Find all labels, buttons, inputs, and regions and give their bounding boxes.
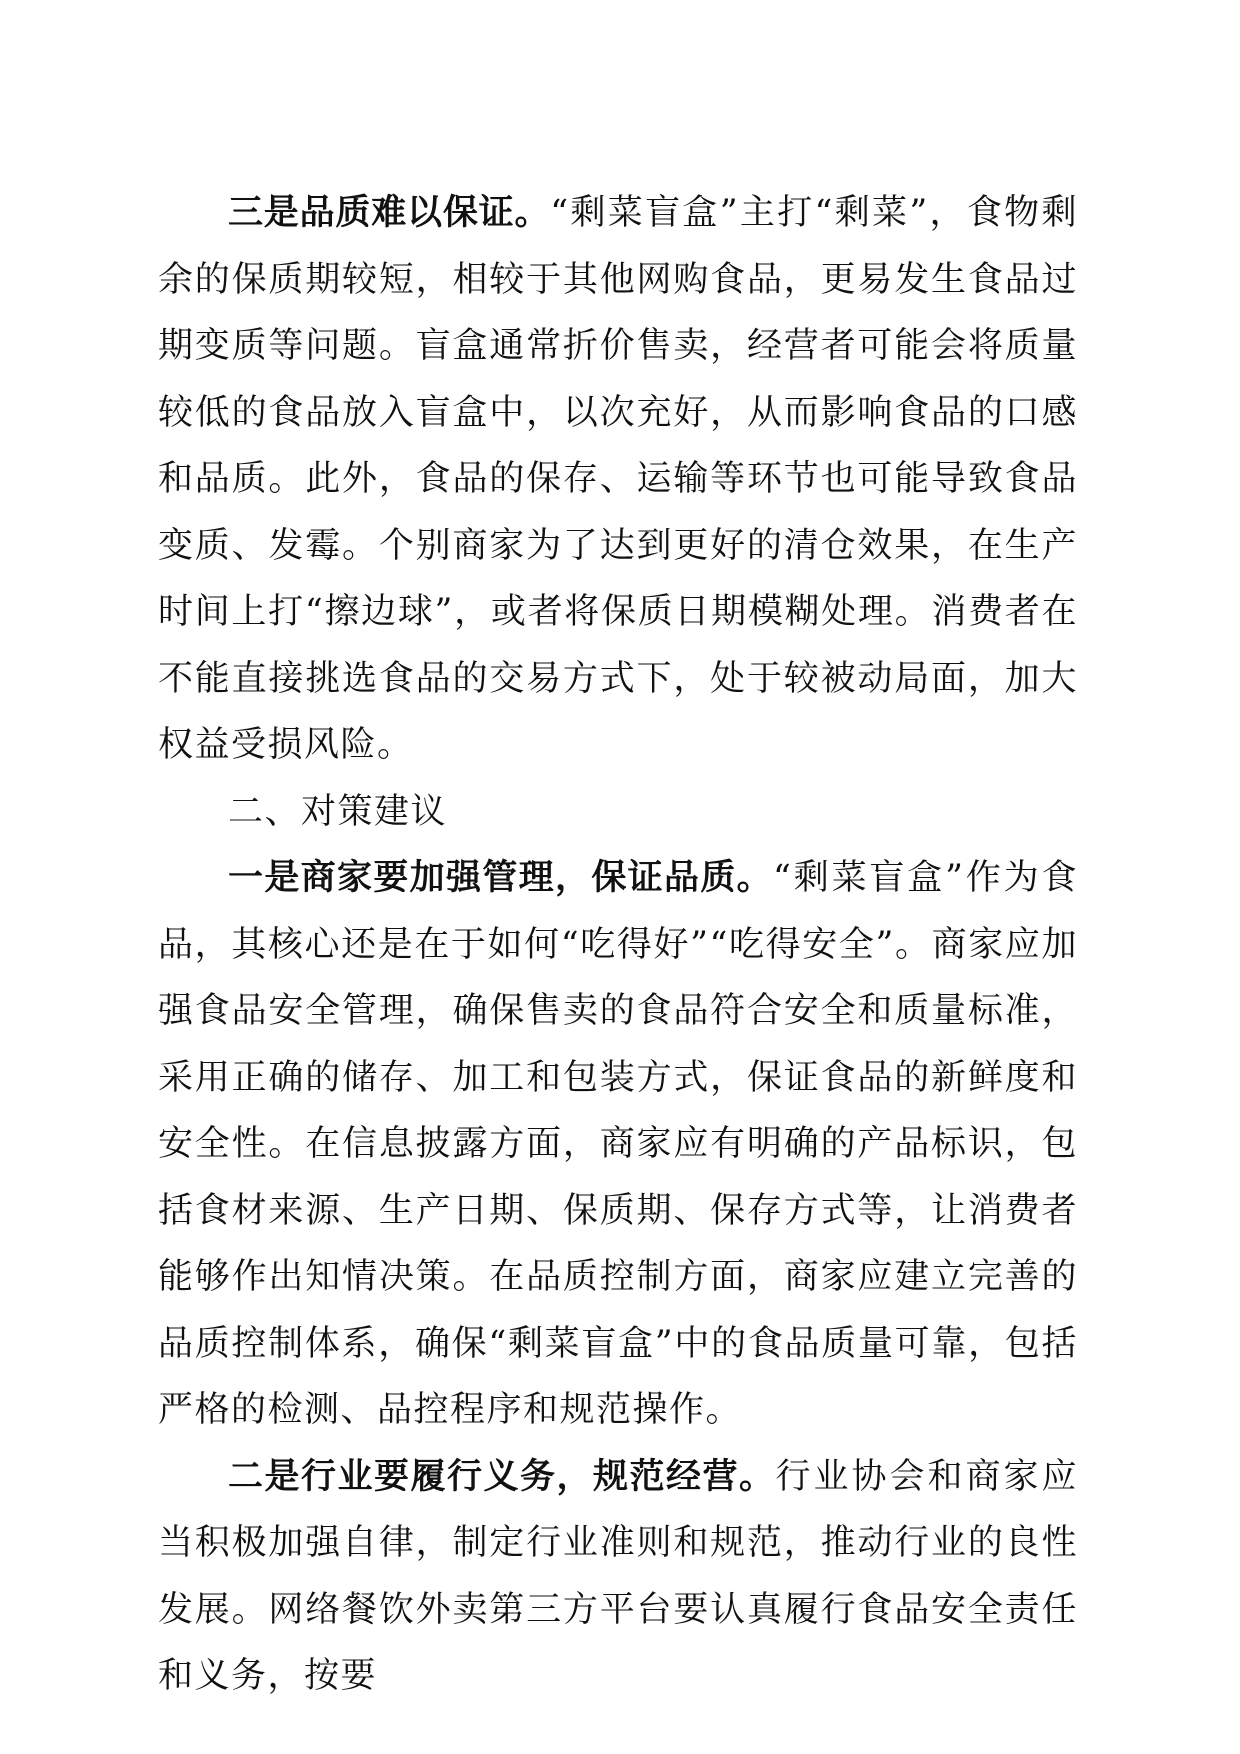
paragraph-industry-obligation bbox=[158, 1444, 1078, 1710]
paragraph-quality bbox=[158, 180, 1078, 779]
paragraph-text: “剩菜盲盒”作为食品，其核心还是在于如何“吃得好”“吃得安全”。商家应加强食品安全管理，确保售卖的食品符合安全和质量标准，采用正确的储存、加工和包装方式，保证食品的新鲜度和安全性。在信息披露方面，商家应有明确的产品标识，包括食材来源、生产日期、保质期、保存方式等，让消费者能够作出知情决策。在品质控制方面，商家应建立完善的品质控制体系，确保“剩菜盲盒”中的食品质量可靠，包括严格的检测、品控程序和规范操作。 bbox=[158, 858, 1078, 1430]
section-heading: 二、对策建议 bbox=[228, 791, 448, 832]
paragraph-lead: 三是品质难以保证。 bbox=[228, 193, 551, 233]
document-body bbox=[158, 180, 1078, 1710]
paragraph-text: “剩菜盲盒”主打“剩菜”，食物剩余的保质期较短，相较于其他网购食品，更易发生食品过期变质等问题。盲盒通常折价售卖，经营者可能会将质量较低的食品放入盲盒中，以次充好，从而影响食品的口感和品质。此外，食品的保存、运输等环节也可能导致食品变质、发霉。个别商家为了达到更好的清仓效果，在生产时间上打“擦边球”，或者将保质日期模糊处理。消费者在不能直接挑选食品的交易方式下，处于较被动局面，加大权益受损风险。 bbox=[158, 193, 1078, 765]
paragraph-lead: 一是商家要加强管理，保证品质。 bbox=[228, 858, 774, 898]
paragraph-lead: 二是行业要履行义务，规范经营。 bbox=[228, 1456, 776, 1497]
paragraph-text: 行业协会和商家应当积极加强自律，制定行业准则和规范，推动行业的良性发展。网络餐饮外卖第三方平台要认真履行食品安全责任和义务，按要 bbox=[158, 1456, 1078, 1696]
paragraph-merchant-management bbox=[158, 845, 1078, 1444]
